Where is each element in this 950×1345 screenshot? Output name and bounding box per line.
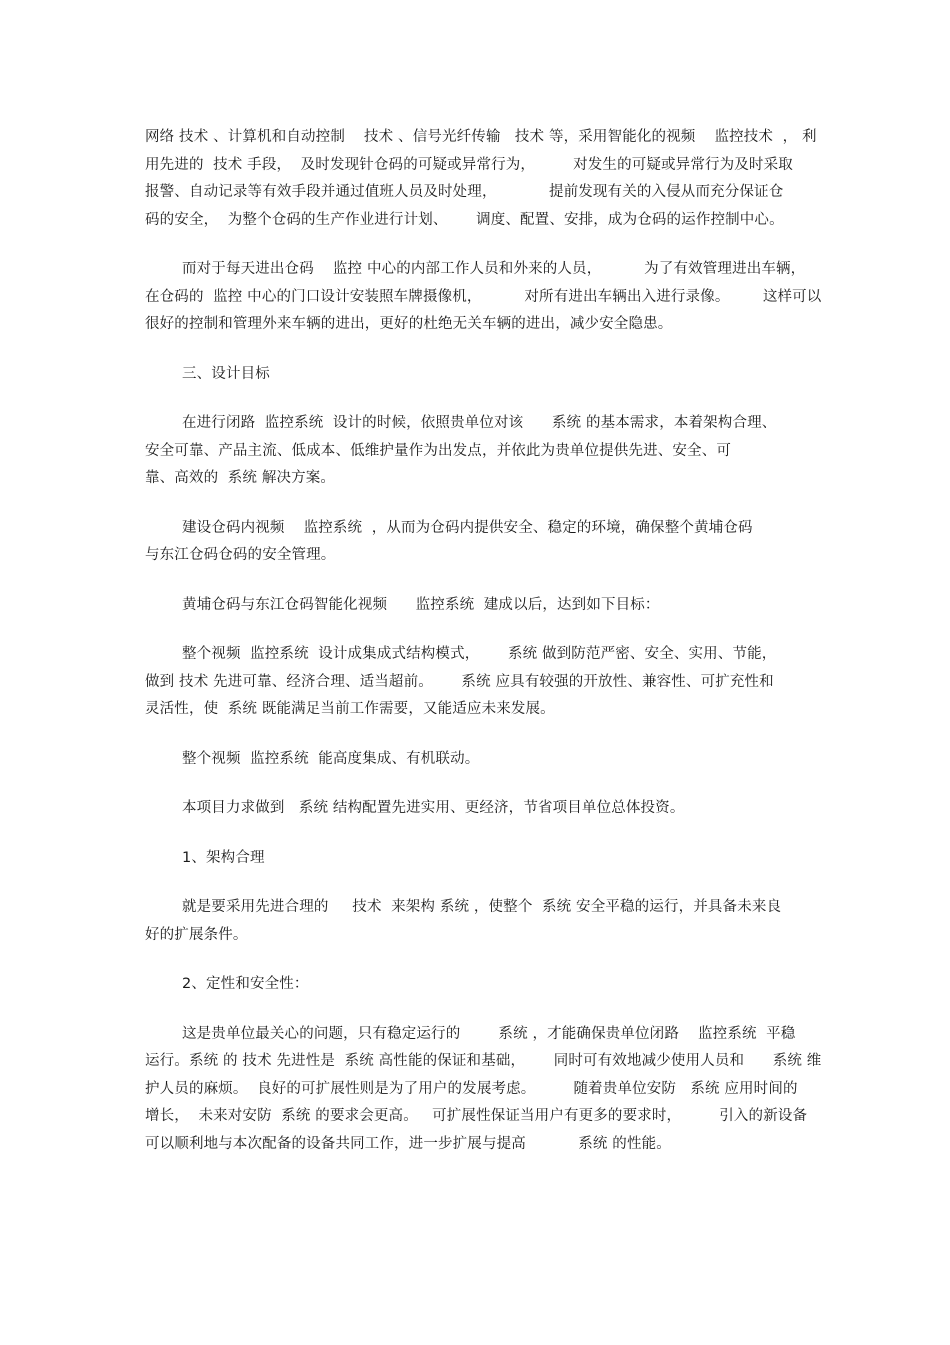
document-body xyxy=(145,124,822,1180)
text-line: 安全可靠、产品主流、低成本、低维护量作为出发点，并依此为贵单位提供先进、安全、可 xyxy=(145,442,731,459)
paragraph xyxy=(145,746,810,774)
text-line: 增长， 未来对安防 系统 的要求会更高。 可扩展性保证当用户有更多的要求时， 引入的新设备 xyxy=(145,1108,808,1124)
text-line: 整个视频 监控系统 设计成集成式结构模式， 系统 做到防范严密、安全、实用、节能， xyxy=(182,646,777,662)
paragraph xyxy=(145,971,810,999)
text-line: 网络 技术 、计算机和自动控制 技术 、信号光纤传输 技术 等，采用智能化的视频 监控技术 ， 利 xyxy=(145,129,817,145)
text-line: 可以顺利地与本次配备的设备共同工作，进一步扩展与提高 系统 的性能。 xyxy=(145,1135,671,1152)
text-line: 与东江仓码仓码的安全管理。 xyxy=(145,547,336,563)
text-line: 护人员的麻烦。 良好的可扩展性则是为了用户的发展考虑。 随着贵单位安防 系统 应用时间的 xyxy=(145,1080,798,1097)
paragraph xyxy=(145,1021,822,1159)
text-line: 做到 技术 先进可靠、经济合理、适当超前。 系统 应具有较强的开放性、兼容性、可扩充性和 xyxy=(145,673,774,690)
paragraph xyxy=(145,361,810,389)
paragraph xyxy=(145,515,810,570)
text-line: 在仓码的 监控 中心的门口设计安装照车牌摄像机， 对所有进出车辆出入进行录像。 这样可以 xyxy=(145,288,822,305)
text-line: 很好的控制和管理外来车辆的进出，更好的杜绝无关车辆的进出，减少安全隐患。 xyxy=(145,316,673,332)
text-line: 黄埔仓码与东江仓码智能化视频 监控系统 建成以后，达到如下目标： xyxy=(182,596,660,613)
text-line: 建设仓码内视频 监控系统 ，从而为仓码内提供安全、稳定的环境，确保整个黄埔仓码 xyxy=(182,519,753,536)
text-line: 整个视频 监控系统 能高度集成、有机联动。 xyxy=(182,750,480,767)
paragraph xyxy=(145,410,810,493)
paragraph xyxy=(145,894,810,949)
paragraph xyxy=(145,795,810,823)
text-line: 而对于每天进出仓码 监控 中心的内部工作人员和外来的人员， 为了有效管理进出车辆， xyxy=(182,261,806,277)
text-line: 好的扩展条件。 xyxy=(145,926,248,943)
text-line: 靠、高效的 系统 解决方案。 xyxy=(145,470,336,486)
text-line: 这是贵单位最关心的问题，只有稳定运行的 系统 ，才能确保贵单位闭路 监控系统 平稳 xyxy=(182,1025,796,1042)
text-line: 码的安全， 为整个仓码的生产作业进行计划、 调度、配置、安排，成为仓码的运作控制中心。 xyxy=(145,211,784,228)
paragraph xyxy=(145,845,810,873)
text-line: 就是要采用先进合理的 技术 来架构 系统 ，使整个 系统 安全平稳的运行，并具备未来良 xyxy=(182,899,782,915)
paragraph xyxy=(145,641,810,724)
paragraph xyxy=(145,592,810,620)
text-line: 用先进的 技术 手段， 及时发现针仓码的可疑或异常行为， 对发生的可疑或异常行为及时采取 xyxy=(145,156,793,173)
text-line: 运行。系统 的 技术 先进性是 系统 高性能的保证和基础， 同时可有效地减少使用人员和 系统 维 xyxy=(145,1053,822,1069)
text-line: 2、定性和安全性： xyxy=(182,976,309,992)
text-line: 三、设计目标 xyxy=(182,365,270,382)
text-line: 1、架构合理 xyxy=(182,849,265,866)
text-line: 报警、自动记录等有效手段并通过值班人员及时处理， 提前发现有关的入侵从而充分保证仓 xyxy=(145,184,784,200)
paragraph xyxy=(145,256,822,339)
text-line: 灵活性，使 系统 既能满足当前工作需要，又能适应未来发展。 xyxy=(145,701,555,717)
text-line: 本项目力求做到 系统 结构配置先进实用、更经济，节省项目单位总体投资。 xyxy=(182,800,685,816)
text-line: 在进行闭路 监控系统 设计的时候，依照贵单位对该 系统 的基本需求，本着架构合理、 xyxy=(182,415,777,431)
paragraph xyxy=(145,124,817,234)
